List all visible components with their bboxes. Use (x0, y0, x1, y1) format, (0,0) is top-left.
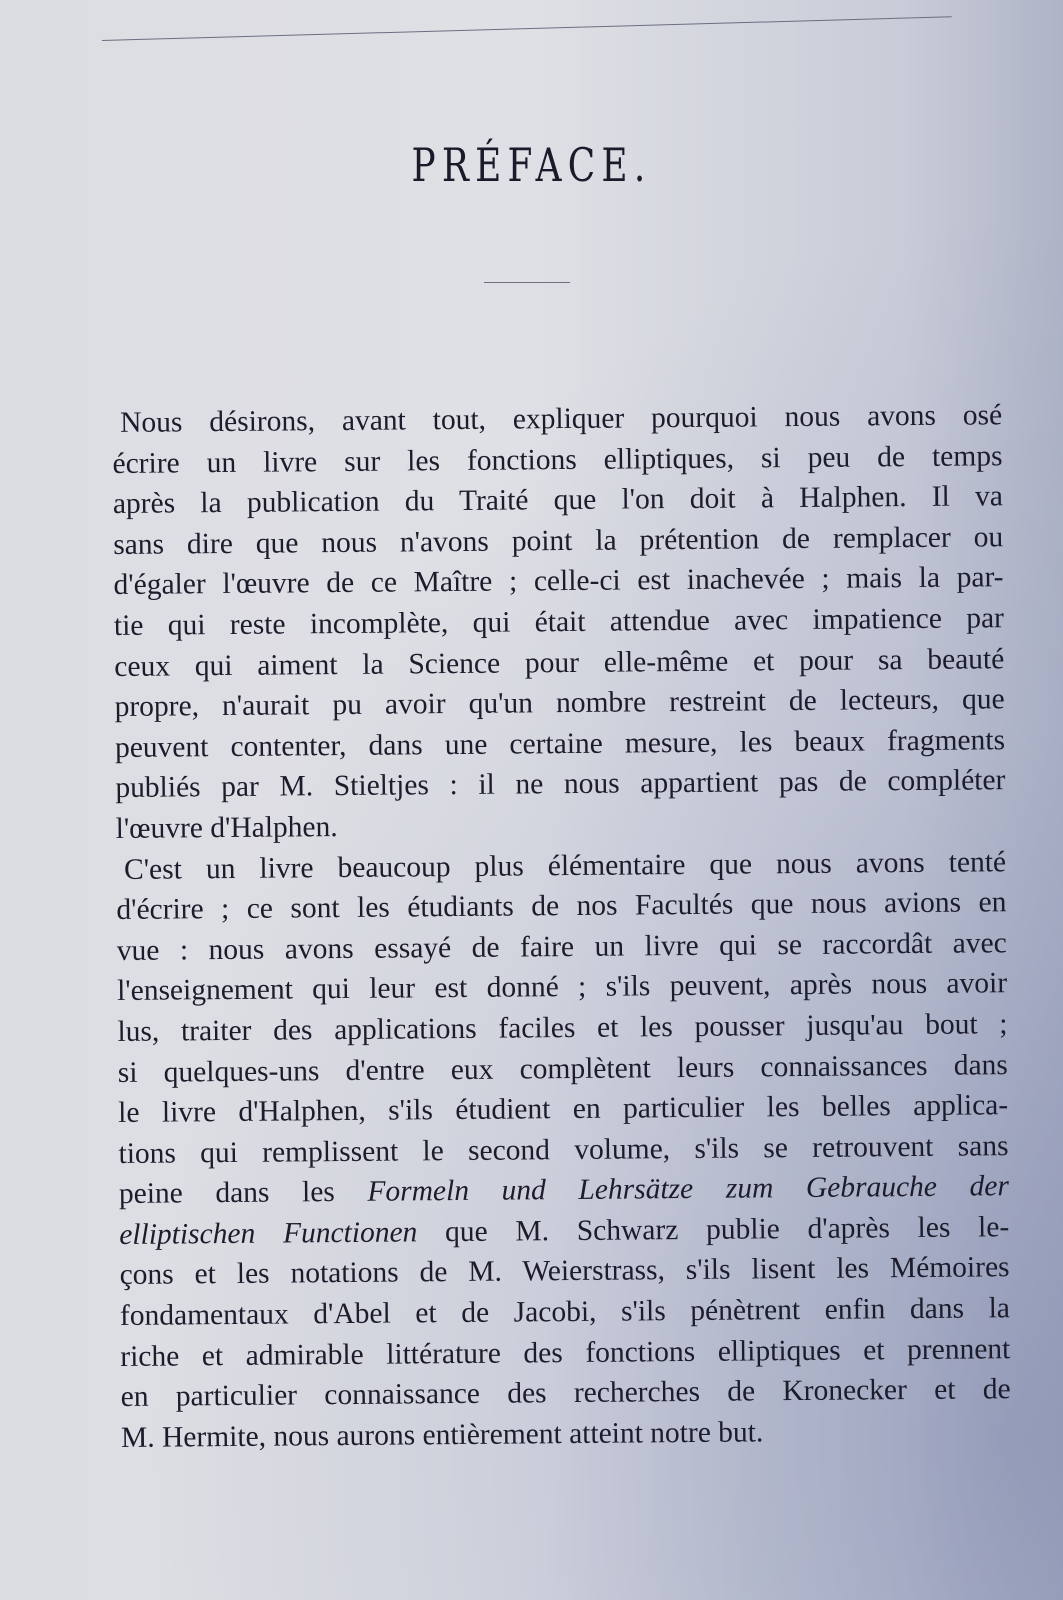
text-line: après la publication du Traité que l'on doit à Halphen. Il va (112, 480, 1003, 521)
title-rule-divider (484, 282, 570, 283)
top-rule-divider (102, 16, 952, 41)
text-line: l'œuvre d'Halphen. (115, 810, 338, 845)
italic-title-run: Formeln und Lehrsätze zum Gebrauche der (367, 1170, 1010, 1209)
text-line: ceux qui aiment la Science pour elle-même et pour sa beauté (114, 642, 1005, 683)
text-line: C'est un livre beaucoup plus élémentaire que nous avons tenté (123, 845, 1007, 886)
text-line: l'enseignement qui leur est donné ; s'ils peuvent, après nous avoir (116, 967, 1008, 1008)
text-line: M. Hermite, nous aurons entièrement atteint notre but. (120, 1416, 764, 1454)
text-line: écrire un livre sur les fonctions elliptiques, si peu de temps (112, 439, 1003, 480)
text-line: si quelques-uns d'entre eux complètent leurs connaissances dans (117, 1048, 1008, 1089)
text-line: en particulier connaissance des recherches de Kronecker et de (120, 1373, 1011, 1414)
text-line: Nous désirons, avant tout, expliquer pourquoi nous avons osé (120, 399, 1003, 439)
text-line: lus, traiter des applications faciles et les pousser jusqu'au bout ; (117, 1008, 1008, 1048)
text-line: publiés par M. Stieltjes : il ne nous appartient pas de compléter (115, 764, 1006, 805)
text-line: d'écrire ; ce sont les étudiants de nos Facultés que nous avions en (116, 886, 1007, 927)
text-line: riche et admirable littérature des fonctions elliptiques et prennent (120, 1332, 1011, 1373)
text-line: peuvent contenter, dans une certaine mesure, les beaux fragments (114, 723, 1006, 764)
text-line: vue : nous avons essayé de faire un livre qui se raccordât avec (116, 926, 1007, 967)
italic-title-run: elliptischen Functionen (119, 1216, 418, 1251)
text-line: d'égaler l'œuvre de ce Maître ; celle-ci est inachevée ; mais la par- (113, 561, 1004, 602)
text-line: fondamentaux d'Abel et de Jacobi, s'ils pénètrent enfin dans la (119, 1292, 1011, 1333)
text-line: çons et les notations de M. Weierstrass, s'ils lisent les Mémoires (119, 1251, 1010, 1292)
text-line: tions qui remplissent le second volume, s'ils se retrouvent sans (118, 1129, 1009, 1170)
page-title: PRÉFACE. (411, 138, 652, 192)
text-run: peine dans les (118, 1176, 368, 1211)
text-line: tie qui reste incomplète, qui était attendue avec impatience par (113, 602, 1005, 642)
text-line: sans dire que nous n'avons point la prétention de remplacer ou (113, 521, 1004, 561)
text-line: propre, n'aurait pu avoir qu'un nombre restreint de lecteurs, que (114, 683, 1005, 724)
text-line: le livre d'Halphen, s'ils étudient en particulier les belles applica- (118, 1089, 1009, 1130)
text-run: que M. Schwarz publie d'après les le- (417, 1211, 1010, 1249)
preface-body (112, 395, 1011, 1458)
